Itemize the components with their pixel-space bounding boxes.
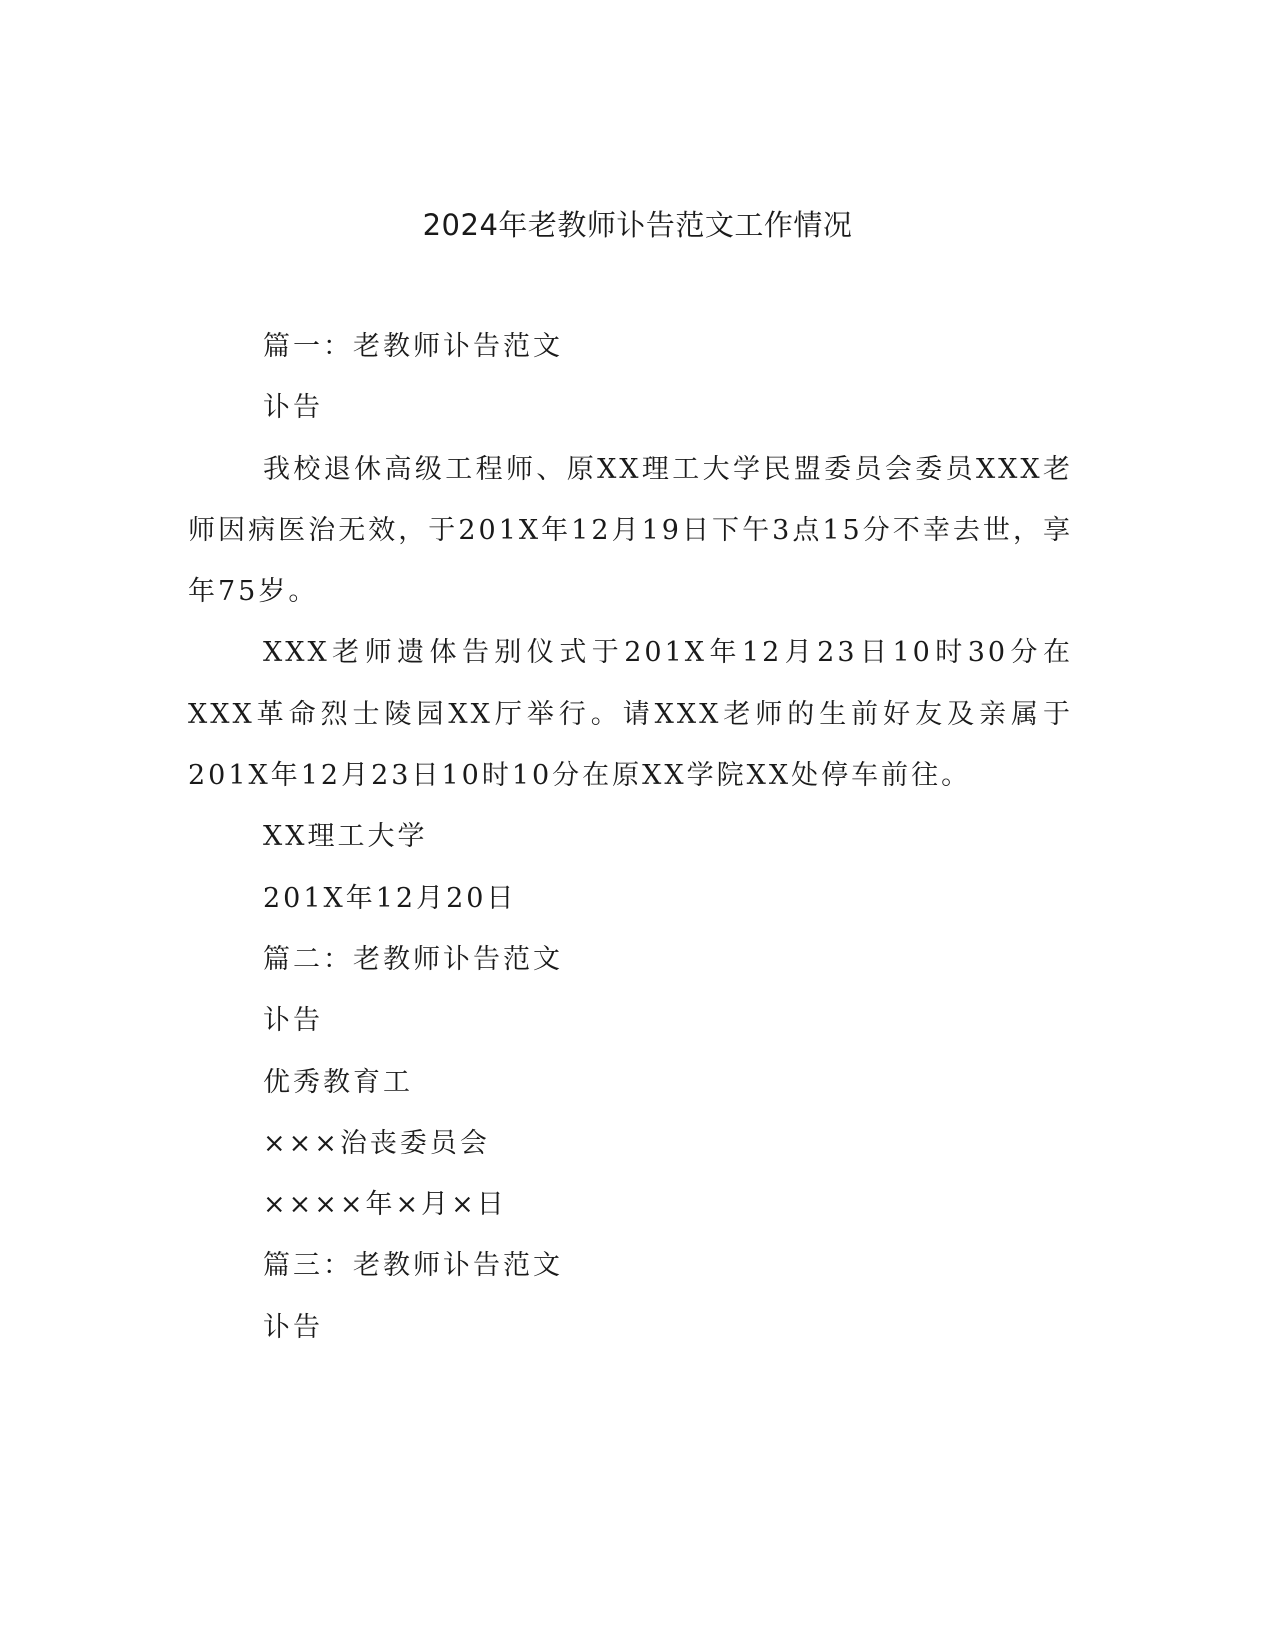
document-title: 2024年老教师讣告范文工作情况 (422, 208, 853, 242)
paragraph-farewell-ceremony: XXX老师遗体告别仪式于201X年12月23日10时30分在XXX革命烈士陵园XX厅举行。请XXX老师的生前好友及亲属于201X年12月23日10时10分在原XX学院XX处停车前往。 (188, 637, 1073, 792)
notice-label-1: 讣告 (263, 392, 323, 424)
signature-date-placeholder: ××××年×月×日 (263, 1189, 507, 1221)
notice-label-2: 讣告 (263, 1005, 323, 1037)
paragraph-death-notice: 我校退休高级工程师、原XX理工大学民盟委员会委员XXX老师因病医治无效，于201X年12月19日下午3点15分不幸去世，享年75岁。 (188, 453, 1073, 608)
signature-organization: XX理工大学 (263, 821, 428, 853)
notice-label-3: 讣告 (263, 1311, 323, 1343)
section-heading-3: 篇三：老教师讣告范文 (263, 1250, 563, 1282)
section-heading-2: 篇二：老教师讣告范文 (263, 943, 563, 975)
signature-date: 201X年12月20日 (263, 882, 517, 914)
document-body (188, 316, 1073, 1358)
paragraph-excellent-educator: 优秀教育工 (263, 1066, 413, 1098)
section-heading-1: 篇一：老教师讣告范文 (263, 331, 563, 362)
signature-committee: ×××治丧委员会 (263, 1127, 490, 1159)
